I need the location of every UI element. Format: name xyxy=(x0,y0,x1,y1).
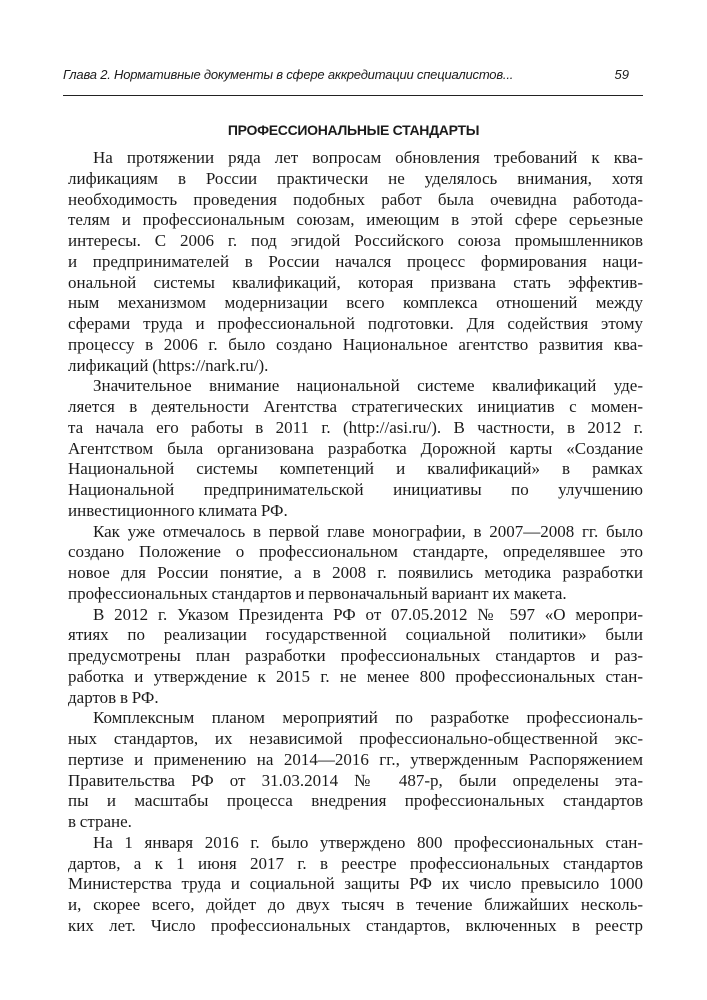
text-line: Национальной предпринимательской инициативы по улучшению xyxy=(68,480,643,499)
text-line: ным механизмом модернизации всего комплекса отношений между xyxy=(68,293,643,313)
paragraph-6 xyxy=(68,833,643,937)
text-line: процессу в 2006 г. было создано Национальное агентство развития ква- xyxy=(68,334,643,354)
text-line: в стране. xyxy=(68,812,132,831)
text-line: создано Положение о профессиональном стандарте, определявшее это xyxy=(68,542,643,562)
text-line: профессиональных стандартов и первоначальный вариант их макета. xyxy=(68,583,567,603)
paragraph-2 xyxy=(68,376,643,521)
text-line: пертизе и применению на 2014—2016 гг., утвержденным Распоряжением xyxy=(68,749,643,769)
header-divider xyxy=(63,95,643,96)
text-line: та начала его работы в 2011 г. (http://asi.ru/). В частности, в 2012 г. xyxy=(68,417,643,437)
section-title: ПРОФЕССИОНАЛЬНЫЕ СТАНДАРТЫ xyxy=(227,122,480,138)
text-line: В 2012 г. Указом Президента РФ от 07.05.2012 № 597 «О меропри- xyxy=(93,604,643,624)
paragraph-4 xyxy=(68,605,643,709)
paragraph-5 xyxy=(68,708,643,833)
body-text xyxy=(68,148,643,937)
text-line: ких лет. Число профессиональных стандартов, включенных в реестр xyxy=(68,915,643,935)
text-line: телям и профессиональным союзам, имеющим в этой сфере серьезные xyxy=(68,210,643,230)
text-line: дартов, а к 1 июня 2017 г. в реестре профессиональных стандартов xyxy=(68,853,643,873)
text-line: и, скорее всего, дойдет до двух тысяч в течение ближайших несколь- xyxy=(68,895,643,914)
text-line: ятиях по реализации государственной социальной политики» были xyxy=(68,625,643,645)
paragraph-1 xyxy=(68,148,643,376)
page-number: 59 xyxy=(614,67,629,82)
paragraph-3 xyxy=(68,522,643,605)
text-line: новое для России понятие, а в 2008 г. появились методика разработки xyxy=(68,563,643,582)
text-line: сферами труда и профессиональной подготовки. Для содействия этому xyxy=(68,314,643,333)
text-line: Значительное внимание национальной системе квалификаций уде- xyxy=(93,376,643,396)
text-line: необходимость проведения подобных работ была очевидна работода- xyxy=(68,189,643,209)
text-line: Как уже отмечалось в первой главе монографии, в 2007—2008 гг. было xyxy=(93,521,643,541)
text-line: инвестиционного климата РФ. xyxy=(68,500,288,520)
text-line: дартов в РФ. xyxy=(68,687,159,707)
text-line: пы и масштабы процесса внедрения профессиональных стандартов xyxy=(68,791,643,811)
text-line: ональной системы квалификаций, которая призвана стать эффектив- xyxy=(68,272,643,292)
text-line: и предпринимателей в России начался процесс формирования наци- xyxy=(68,251,643,271)
text-line: Комплексным планом мероприятий по разработке профессиональ- xyxy=(93,708,643,728)
running-header-title: Глава 2. Нормативные документы в сфере аккредитации специалистов... xyxy=(63,67,514,82)
text-line: Министерства труда и социальной защиты РФ их число превысило 1000 xyxy=(68,874,643,894)
text-line: ляется в деятельности Агентства стратегических инициатив с момен- xyxy=(68,397,643,416)
text-line: лификациям в России практически не уделялось внимания, хотя xyxy=(68,168,643,188)
text-line: Национальной системы компетенций и квалификаций» в рамках xyxy=(68,459,643,479)
text-line: На 1 января 2016 г. было утверждено 800 профессиональных стан- xyxy=(93,832,643,852)
text-line: лификаций (https://nark.ru/). xyxy=(68,355,269,375)
text-line: интересы. С 2006 г. под эгидой Российского союза промышленников xyxy=(68,231,643,250)
text-line: предусмотрены план разработки профессиональных стандартов и раз- xyxy=(68,646,643,665)
text-line: На протяжении ряда лет вопросам обновления требований к ква- xyxy=(93,148,643,167)
text-line: Агентством была организована разработка Дорожной карты «Создание xyxy=(68,438,643,458)
text-line: ных стандартов, их независимой профессионально-общественной экс- xyxy=(68,729,643,748)
text-line: работка и утверждение к 2015 г. не менее 800 профессиональных стан- xyxy=(68,666,643,686)
text-line: Правительства РФ от 31.03.2014 № 487-р, были определены эта- xyxy=(68,770,643,790)
